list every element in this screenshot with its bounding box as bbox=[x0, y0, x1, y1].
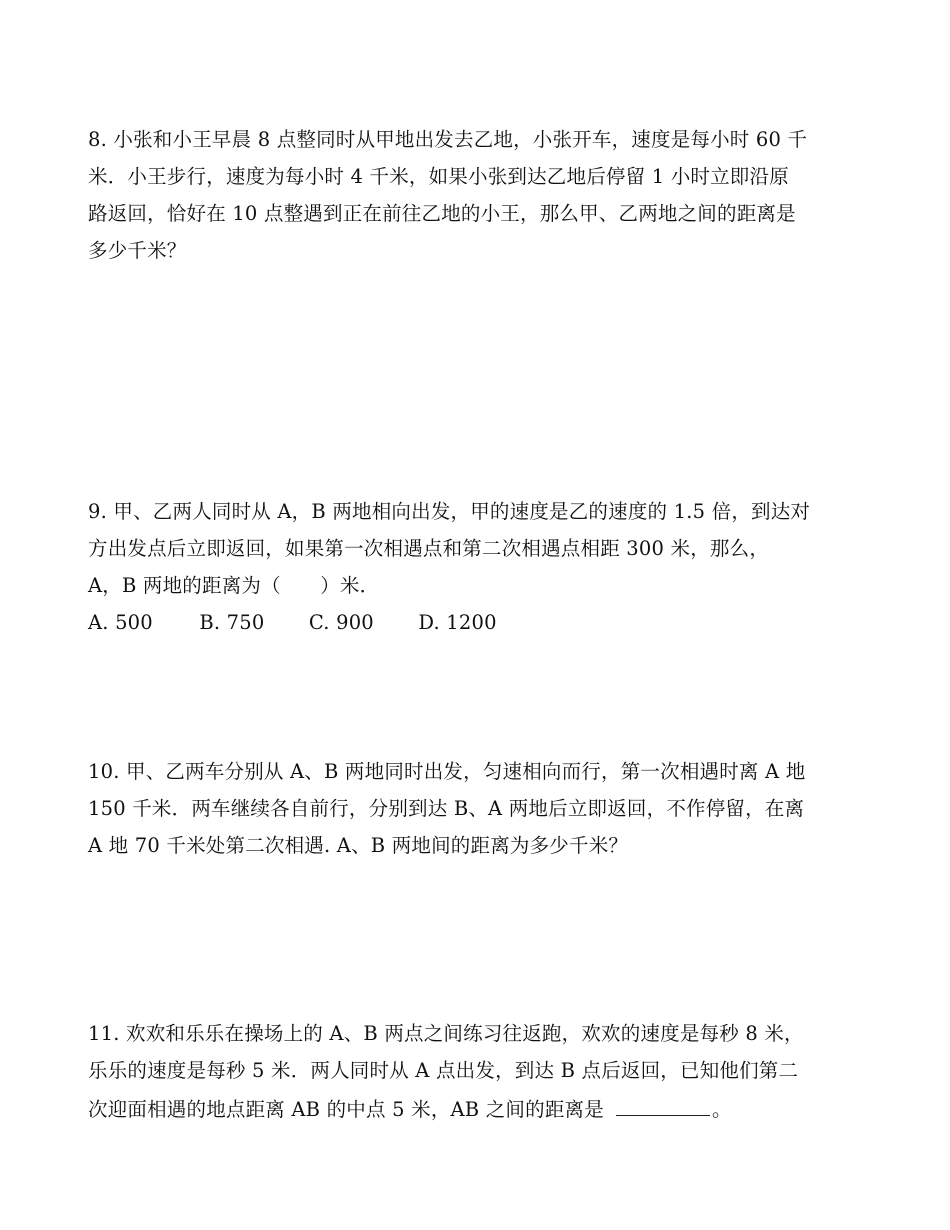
question-9-line: 方出发点后立即返回，如果第一次相遇点和第二次相遇点相距 300 米，那么， bbox=[88, 537, 770, 560]
question-10 bbox=[88, 753, 863, 864]
question-11 bbox=[88, 1015, 863, 1128]
question-11-last-line bbox=[88, 1089, 863, 1128]
option-b: B. 750 bbox=[199, 611, 265, 634]
question-9-line: 9. 甲、乙两人同时从 A，B 两地相向出发，甲的速度是乙的速度的 1.5 倍，到达对 bbox=[88, 500, 811, 523]
question-11-line-text: 次迎面相遇的地点距离 AB 的中点 5 米，AB 之间的距离是 bbox=[88, 1098, 604, 1121]
question-8-line: 多少千米？ bbox=[88, 239, 187, 262]
answer-blank[interactable] bbox=[616, 1089, 710, 1116]
question-11-line: 11. 欢欢和乐乐在操场上的 A、B 两点之间练习往返跑，欢欢的速度是每秒 8 米， bbox=[88, 1022, 804, 1045]
question-10-line: A 地 70 千米处第二次相遇. A、B 两地间的距离为多少千米？ bbox=[88, 834, 629, 857]
question-9 bbox=[88, 493, 863, 641]
question-10-line: 150 千米．两车继续各自前行，分别到达 B、A 两地后立即返回，不作停留，在离 bbox=[88, 797, 805, 820]
option-d: D. 1200 bbox=[418, 611, 497, 634]
question-8-line: 8. 小张和小王早晨 8 点整同时从甲地出发去乙地，小张开车，速度是每小时 60 千 bbox=[88, 128, 808, 151]
option-c: C. 900 bbox=[308, 611, 374, 634]
option-a: A. 500 bbox=[88, 611, 153, 634]
question-8 bbox=[88, 121, 863, 269]
question-11-line: 乐乐的速度是每秒 5 米．两人同时从 A 点出发，到达 B 点后返回，已知他们第二 bbox=[88, 1059, 799, 1082]
answer-options bbox=[88, 604, 863, 641]
end-mark: 。 bbox=[711, 1098, 732, 1121]
question-10-line: 10. 甲、乙两车分别从 A、B 两地同时出发，匀速相向而行，第一次相遇时离 A 地 bbox=[88, 760, 806, 783]
question-8-line: 路返回，恰好在 10 点整遇到正在前往乙地的小王，那么甲、乙两地之间的距离是 bbox=[88, 202, 796, 225]
question-9-line: A，B 两地的距离为（ ）米． bbox=[88, 574, 380, 597]
question-8-line: 米．小王步行，速度为每小时 4 千米，如果小张到达乙地后停留 1 小时立即沿原 bbox=[88, 165, 789, 188]
